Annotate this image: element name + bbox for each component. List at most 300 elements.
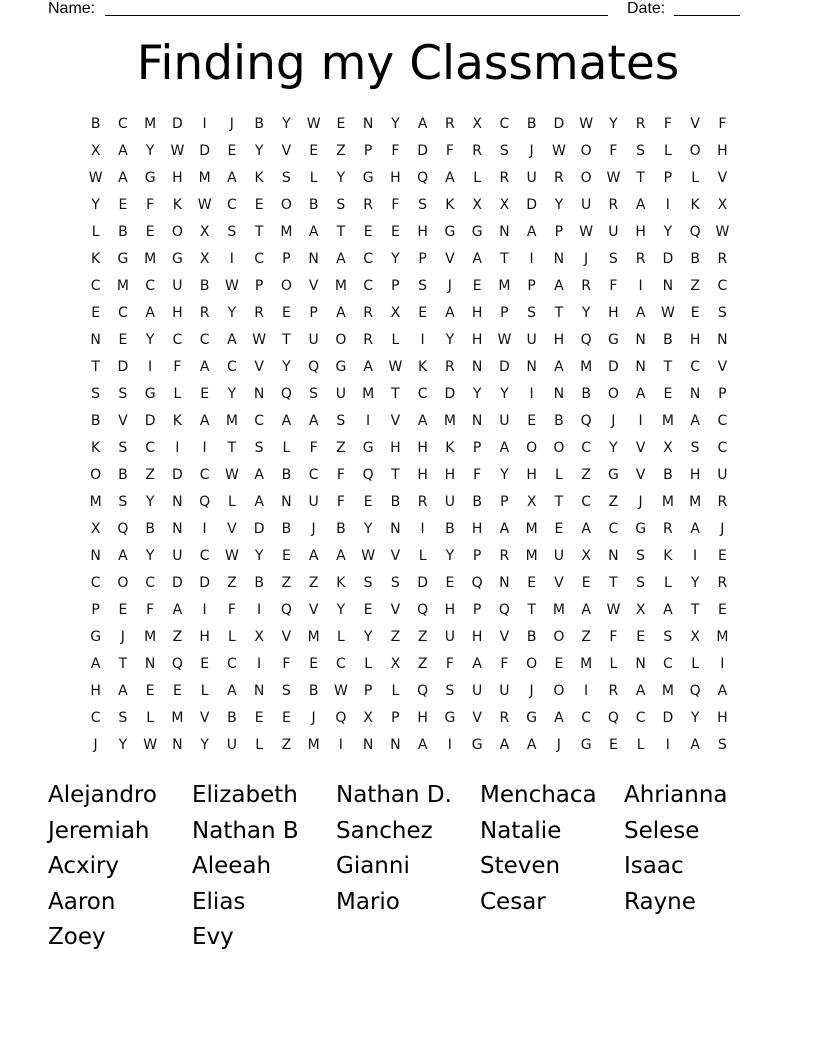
grid-letter[interactable]: J: [556, 737, 561, 753]
grid-letter[interactable]: G: [117, 251, 129, 267]
grid-letter[interactable]: N: [308, 251, 319, 267]
grid-letter[interactable]: O: [117, 575, 129, 591]
grid-letter[interactable]: T: [554, 494, 564, 510]
grid-letter[interactable]: W: [497, 332, 512, 348]
grid-letter[interactable]: Y: [445, 548, 455, 564]
grid-letter[interactable]: B: [472, 494, 482, 510]
grid-letter[interactable]: R: [499, 548, 510, 564]
grid-letter[interactable]: L: [418, 548, 427, 564]
grid-letter[interactable]: T: [500, 251, 509, 267]
grid-letter[interactable]: J: [311, 521, 316, 537]
grid-letter[interactable]: H: [172, 170, 183, 186]
grid-letter[interactable]: B: [526, 629, 537, 645]
grid-letter[interactable]: Z: [336, 143, 346, 159]
grid-letter[interactable]: X: [390, 305, 401, 321]
grid-letter[interactable]: O: [526, 656, 538, 672]
grid-letter[interactable]: H: [689, 467, 701, 483]
grid-letter[interactable]: E: [663, 386, 673, 402]
grid-letter[interactable]: B: [526, 116, 537, 132]
grid-letter[interactable]: V: [554, 575, 564, 591]
grid-letter[interactable]: E: [254, 197, 264, 213]
grid-letter[interactable]: V: [281, 629, 292, 645]
grid-letter[interactable]: A: [663, 602, 673, 618]
grid-letter[interactable]: F: [391, 197, 400, 213]
grid-letter[interactable]: F: [336, 467, 345, 483]
grid-letter[interactable]: A: [336, 548, 346, 564]
grid-letter[interactable]: A: [227, 332, 237, 348]
grid-letter[interactable]: E: [118, 197, 128, 213]
grid-letter[interactable]: X: [199, 224, 210, 240]
grid-letter[interactable]: O: [553, 629, 565, 645]
grid-letter[interactable]: H: [526, 467, 537, 483]
grid-letter[interactable]: C: [581, 710, 592, 726]
grid-letter[interactable]: Y: [145, 548, 155, 564]
grid-letter[interactable]: D: [117, 359, 129, 375]
grid-letter[interactable]: C: [117, 305, 128, 321]
grid-letter[interactable]: Q: [498, 602, 510, 618]
grid-letter[interactable]: Q: [171, 656, 183, 672]
grid-letter[interactable]: E: [390, 224, 400, 240]
grid-letter[interactable]: J: [529, 683, 534, 699]
grid-letter[interactable]: S: [636, 548, 646, 564]
grid-letter[interactable]: N: [526, 359, 537, 375]
grid-letter[interactable]: Y: [336, 602, 346, 618]
grid-letter[interactable]: T: [227, 440, 237, 456]
grid-letter[interactable]: V: [635, 467, 646, 483]
grid-letter[interactable]: U: [608, 224, 619, 240]
grid-letter[interactable]: E: [309, 656, 319, 672]
grid-letter[interactable]: V: [445, 251, 455, 267]
grid-letter[interactable]: O: [553, 683, 565, 699]
grid-letter[interactable]: J: [584, 251, 589, 267]
grid-letter[interactable]: B: [281, 467, 292, 483]
grid-letter[interactable]: U: [499, 683, 510, 699]
grid-letter[interactable]: A: [281, 413, 292, 429]
grid-letter[interactable]: D: [444, 386, 456, 402]
grid-letter[interactable]: N: [253, 683, 265, 699]
grid-letter[interactable]: F: [609, 143, 618, 159]
grid-letter[interactable]: R: [445, 116, 455, 132]
grid-letter[interactable]: Z: [281, 737, 292, 753]
grid-letter[interactable]: H: [444, 467, 456, 483]
grid-letter[interactable]: L: [364, 656, 373, 672]
grid-letter[interactable]: T: [282, 332, 291, 348]
grid-letter[interactable]: A: [172, 602, 183, 618]
grid-letter[interactable]: N: [144, 656, 156, 672]
grid-letter[interactable]: E: [527, 413, 537, 429]
grid-letter[interactable]: I: [202, 116, 207, 132]
grid-letter[interactable]: U: [526, 170, 537, 186]
grid-letter[interactable]: S: [336, 197, 346, 213]
grid-letter[interactable]: B: [227, 710, 237, 726]
grid-letter[interactable]: O: [335, 332, 347, 348]
grid-letter[interactable]: F: [282, 656, 291, 672]
grid-letter[interactable]: B: [90, 413, 101, 429]
grid-letter[interactable]: M: [525, 521, 538, 537]
grid-letter[interactable]: A: [145, 305, 155, 321]
grid-letter[interactable]: Z: [417, 656, 428, 672]
grid-letter[interactable]: N: [499, 575, 510, 591]
grid-letter[interactable]: X: [390, 656, 401, 672]
grid-letter[interactable]: A: [336, 305, 346, 321]
grid-letter[interactable]: K: [172, 413, 182, 429]
grid-letter[interactable]: P: [663, 170, 673, 186]
grid-letter[interactable]: W: [579, 116, 594, 132]
grid-letter[interactable]: X: [199, 251, 210, 267]
grid-letter[interactable]: W: [606, 602, 621, 618]
grid-letter[interactable]: C: [226, 197, 237, 213]
grid-letter[interactable]: F: [391, 143, 400, 159]
grid-letter[interactable]: Z: [390, 629, 401, 645]
grid-letter[interactable]: P: [472, 602, 482, 618]
grid-letter[interactable]: G: [580, 737, 592, 753]
grid-letter[interactable]: M: [280, 224, 293, 240]
grid-letter[interactable]: U: [717, 467, 728, 483]
grid-letter[interactable]: M: [716, 629, 729, 645]
grid-letter[interactable]: Q: [689, 683, 701, 699]
grid-letter[interactable]: E: [636, 629, 646, 645]
grid-letter[interactable]: T: [690, 602, 700, 618]
grid-letter[interactable]: Y: [254, 548, 264, 564]
grid-letter[interactable]: C: [335, 656, 346, 672]
grid-letter[interactable]: D: [526, 197, 538, 213]
grid-letter[interactable]: O: [580, 170, 592, 186]
grid-letter[interactable]: N: [90, 332, 101, 348]
grid-letter[interactable]: Y: [690, 575, 700, 591]
grid-letter[interactable]: B: [90, 116, 101, 132]
grid-letter[interactable]: P: [363, 143, 373, 159]
grid-letter[interactable]: V: [118, 413, 128, 429]
grid-letter[interactable]: R: [499, 710, 510, 726]
grid-letter[interactable]: F: [500, 656, 509, 672]
grid-letter[interactable]: S: [118, 440, 128, 456]
grid-letter[interactable]: E: [281, 710, 291, 726]
grid-letter[interactable]: F: [309, 440, 318, 456]
grid-letter[interactable]: B: [663, 467, 673, 483]
grid-letter[interactable]: R: [635, 116, 646, 132]
grid-letter[interactable]: C: [226, 656, 237, 672]
grid-letter[interactable]: P: [554, 224, 564, 240]
grid-letter[interactable]: N: [608, 548, 619, 564]
grid-letter[interactable]: K: [336, 575, 346, 591]
grid-letter[interactable]: O: [553, 440, 565, 456]
grid-letter[interactable]: N: [471, 413, 483, 429]
grid-letter[interactable]: S: [527, 305, 537, 321]
grid-letter[interactable]: P: [391, 278, 400, 294]
grid-letter[interactable]: H: [471, 305, 483, 321]
grid-letter[interactable]: M: [171, 710, 184, 726]
grid-letter[interactable]: M: [225, 413, 238, 429]
grid-letter[interactable]: H: [635, 224, 646, 240]
grid-letter[interactable]: O: [90, 467, 102, 483]
grid-letter[interactable]: W: [224, 548, 239, 564]
grid-letter[interactable]: V: [281, 143, 292, 159]
grid-letter[interactable]: P: [282, 251, 291, 267]
grid-letter[interactable]: R: [608, 197, 619, 213]
grid-letter[interactable]: I: [202, 602, 207, 618]
grid-letter[interactable]: L: [663, 575, 672, 591]
grid-letter[interactable]: G: [471, 224, 483, 240]
grid-letter[interactable]: Y: [282, 116, 291, 132]
grid-letter[interactable]: Y: [500, 467, 509, 483]
grid-letter[interactable]: A: [472, 251, 482, 267]
grid-letter[interactable]: U: [172, 548, 183, 564]
grid-letter[interactable]: Y: [391, 251, 400, 267]
grid-letter[interactable]: D: [553, 116, 565, 132]
grid-letter[interactable]: G: [90, 629, 102, 645]
grid-letter[interactable]: O: [171, 224, 183, 240]
grid-letter[interactable]: C: [608, 521, 619, 537]
grid-letter[interactable]: B: [308, 683, 319, 699]
grid-letter[interactable]: Y: [200, 737, 209, 753]
grid-letter[interactable]: E: [581, 575, 591, 591]
grid-letter[interactable]: N: [662, 278, 674, 294]
grid-letter[interactable]: Y: [445, 332, 455, 348]
grid-letter[interactable]: C: [145, 278, 156, 294]
grid-letter[interactable]: B: [254, 116, 264, 132]
grid-letter[interactable]: M: [498, 278, 511, 294]
grid-letter[interactable]: C: [145, 440, 156, 456]
grid-letter[interactable]: M: [661, 683, 674, 699]
grid-letter[interactable]: X: [581, 548, 591, 564]
grid-letter[interactable]: S: [118, 386, 128, 402]
grid-letter[interactable]: U: [472, 683, 483, 699]
grid-letter[interactable]: U: [444, 629, 455, 645]
grid-letter[interactable]: J: [611, 413, 616, 429]
grid-letter[interactable]: R: [717, 494, 728, 510]
grid-letter[interactable]: N: [281, 494, 292, 510]
grid-letter[interactable]: E: [309, 143, 319, 159]
grid-letter[interactable]: E: [717, 548, 727, 564]
grid-letter[interactable]: C: [117, 116, 128, 132]
grid-letter[interactable]: K: [254, 170, 264, 186]
grid-letter[interactable]: K: [690, 197, 700, 213]
grid-letter[interactable]: B: [199, 278, 210, 294]
grid-letter[interactable]: C: [199, 332, 210, 348]
grid-letter[interactable]: L: [200, 683, 209, 699]
grid-letter[interactable]: R: [717, 575, 728, 591]
grid-letter[interactable]: L: [282, 440, 291, 456]
grid-letter[interactable]: M: [580, 656, 593, 672]
grid-letter[interactable]: H: [717, 710, 728, 726]
grid-letter[interactable]: H: [444, 602, 456, 618]
grid-letter[interactable]: N: [172, 737, 183, 753]
grid-letter[interactable]: Y: [91, 197, 100, 213]
grid-letter[interactable]: U: [308, 332, 319, 348]
grid-letter[interactable]: P: [500, 494, 509, 510]
grid-letter[interactable]: R: [717, 251, 728, 267]
grid-letter[interactable]: V: [254, 359, 264, 375]
grid-letter[interactable]: G: [171, 251, 183, 267]
grid-letter[interactable]: N: [499, 224, 510, 240]
grid-letter[interactable]: Z: [172, 629, 183, 645]
grid-letter[interactable]: B: [336, 521, 346, 537]
grid-letter[interactable]: P: [254, 278, 264, 294]
grid-letter[interactable]: U: [581, 197, 592, 213]
grid-letter[interactable]: I: [693, 548, 698, 564]
grid-letter[interactable]: N: [635, 359, 646, 375]
grid-letter[interactable]: A: [717, 683, 728, 699]
grid-letter[interactable]: S: [91, 386, 101, 402]
grid-letter[interactable]: R: [663, 521, 673, 537]
grid-letter[interactable]: A: [417, 116, 428, 132]
grid-letter[interactable]: I: [202, 440, 207, 456]
grid-letter[interactable]: W: [197, 197, 212, 213]
grid-letter[interactable]: D: [253, 521, 265, 537]
grid-letter[interactable]: P: [718, 386, 727, 402]
grid-letter[interactable]: A: [336, 251, 346, 267]
grid-letter[interactable]: C: [499, 116, 510, 132]
grid-letter[interactable]: G: [444, 710, 456, 726]
grid-letter[interactable]: A: [499, 440, 510, 456]
grid-letter[interactable]: S: [608, 251, 618, 267]
grid-letter[interactable]: S: [663, 629, 673, 645]
grid-letter[interactable]: T: [554, 305, 564, 321]
grid-letter[interactable]: A: [254, 467, 264, 483]
grid-letter[interactable]: S: [636, 143, 646, 159]
grid-letter[interactable]: N: [362, 116, 374, 132]
grid-letter[interactable]: S: [499, 143, 509, 159]
grid-letter[interactable]: X: [717, 197, 728, 213]
grid-letter[interactable]: T: [336, 224, 346, 240]
grid-letter[interactable]: H: [471, 629, 483, 645]
grid-letter[interactable]: Y: [500, 386, 509, 402]
grid-letter[interactable]: I: [257, 602, 262, 618]
grid-letter[interactable]: Y: [554, 197, 564, 213]
grid-letter[interactable]: F: [445, 656, 454, 672]
grid-letter[interactable]: X: [635, 602, 646, 618]
grid-letter[interactable]: I: [148, 359, 153, 375]
grid-letter[interactable]: E: [472, 278, 482, 294]
grid-letter[interactable]: E: [608, 737, 618, 753]
grid-letter[interactable]: J: [638, 494, 643, 510]
grid-letter[interactable]: I: [665, 737, 670, 753]
grid-letter[interactable]: A: [526, 224, 537, 240]
grid-letter[interactable]: D: [498, 359, 510, 375]
grid-letter[interactable]: B: [118, 224, 128, 240]
grid-letter[interactable]: B: [254, 575, 264, 591]
grid-letter[interactable]: E: [445, 575, 455, 591]
grid-letter[interactable]: T: [609, 575, 618, 591]
grid-letter[interactable]: C: [662, 656, 673, 672]
grid-letter[interactable]: E: [118, 332, 128, 348]
grid-letter[interactable]: Q: [689, 224, 701, 240]
grid-letter[interactable]: E: [281, 548, 291, 564]
date-field[interactable]: [674, 15, 740, 16]
grid-letter[interactable]: S: [636, 575, 646, 591]
grid-letter[interactable]: R: [554, 170, 564, 186]
grid-letter[interactable]: D: [417, 143, 429, 159]
grid-letter[interactable]: Y: [609, 440, 618, 456]
grid-letter[interactable]: R: [417, 494, 428, 510]
grid-letter[interactable]: W: [579, 224, 594, 240]
grid-letter[interactable]: F: [146, 602, 155, 618]
grid-letter[interactable]: H: [417, 440, 428, 456]
grid-letter[interactable]: C: [690, 359, 701, 375]
grid-letter[interactable]: W: [170, 143, 185, 159]
grid-letter[interactable]: S: [390, 575, 400, 591]
grid-letter[interactable]: H: [172, 305, 183, 321]
grid-letter[interactable]: M: [89, 494, 102, 510]
grid-letter[interactable]: T: [118, 656, 128, 672]
grid-letter[interactable]: T: [391, 386, 400, 402]
grid-letter[interactable]: I: [229, 251, 234, 267]
grid-letter[interactable]: E: [200, 386, 210, 402]
grid-letter[interactable]: M: [580, 359, 593, 375]
grid-letter[interactable]: A: [118, 548, 128, 564]
grid-letter[interactable]: Z: [581, 629, 591, 645]
grid-letter[interactable]: I: [665, 197, 670, 213]
grid-letter[interactable]: Y: [472, 386, 482, 402]
grid-letter[interactable]: V: [308, 602, 319, 618]
grid-letter[interactable]: O: [580, 143, 592, 159]
grid-letter[interactable]: B: [308, 197, 319, 213]
grid-letter[interactable]: Z: [145, 467, 155, 483]
grid-letter[interactable]: V: [199, 710, 210, 726]
grid-letter[interactable]: A: [118, 683, 128, 699]
grid-letter[interactable]: P: [472, 548, 482, 564]
grid-letter[interactable]: L: [473, 170, 482, 186]
grid-letter[interactable]: R: [445, 359, 455, 375]
grid-letter[interactable]: Q: [417, 170, 429, 186]
grid-letter[interactable]: N: [253, 386, 265, 402]
grid-letter[interactable]: S: [227, 224, 237, 240]
grid-letter[interactable]: M: [144, 629, 157, 645]
grid-letter[interactable]: J: [311, 710, 316, 726]
grid-letter[interactable]: Q: [417, 683, 429, 699]
grid-letter[interactable]: X: [254, 629, 264, 645]
grid-letter[interactable]: C: [254, 413, 265, 429]
grid-letter[interactable]: H: [608, 305, 619, 321]
grid-letter[interactable]: V: [390, 602, 401, 618]
grid-letter[interactable]: I: [420, 332, 425, 348]
grid-letter[interactable]: X: [472, 116, 482, 132]
grid-letter[interactable]: C: [254, 251, 265, 267]
grid-letter[interactable]: I: [257, 656, 262, 672]
grid-letter[interactable]: U: [335, 386, 346, 402]
grid-letter[interactable]: I: [447, 737, 452, 753]
grid-letter[interactable]: D: [171, 116, 183, 132]
grid-letter[interactable]: M: [334, 278, 347, 294]
grid-letter[interactable]: L: [636, 737, 645, 753]
grid-letter[interactable]: D: [199, 575, 211, 591]
grid-letter[interactable]: K: [172, 197, 182, 213]
grid-letter[interactable]: Z: [690, 278, 700, 294]
grid-letter[interactable]: C: [581, 494, 592, 510]
grid-letter[interactable]: A: [554, 278, 564, 294]
grid-letter[interactable]: H: [471, 332, 483, 348]
grid-letter[interactable]: C: [226, 359, 237, 375]
grid-letter[interactable]: M: [661, 413, 674, 429]
grid-letter[interactable]: J: [529, 143, 534, 159]
grid-letter[interactable]: W: [715, 224, 730, 240]
grid-letter[interactable]: M: [661, 494, 674, 510]
grid-letter[interactable]: H: [417, 710, 428, 726]
grid-letter[interactable]: C: [145, 575, 156, 591]
grid-letter[interactable]: C: [717, 413, 728, 429]
grid-letter[interactable]: B: [554, 413, 564, 429]
grid-letter[interactable]: Q: [199, 494, 211, 510]
grid-letter[interactable]: L: [609, 656, 618, 672]
grid-letter[interactable]: G: [362, 170, 374, 186]
grid-letter[interactable]: Q: [280, 602, 292, 618]
grid-letter[interactable]: Y: [363, 629, 373, 645]
grid-letter[interactable]: E: [554, 521, 564, 537]
grid-letter[interactable]: E: [227, 143, 237, 159]
grid-letter[interactable]: A: [554, 359, 564, 375]
grid-letter[interactable]: H: [471, 521, 483, 537]
grid-letter[interactable]: R: [472, 143, 482, 159]
